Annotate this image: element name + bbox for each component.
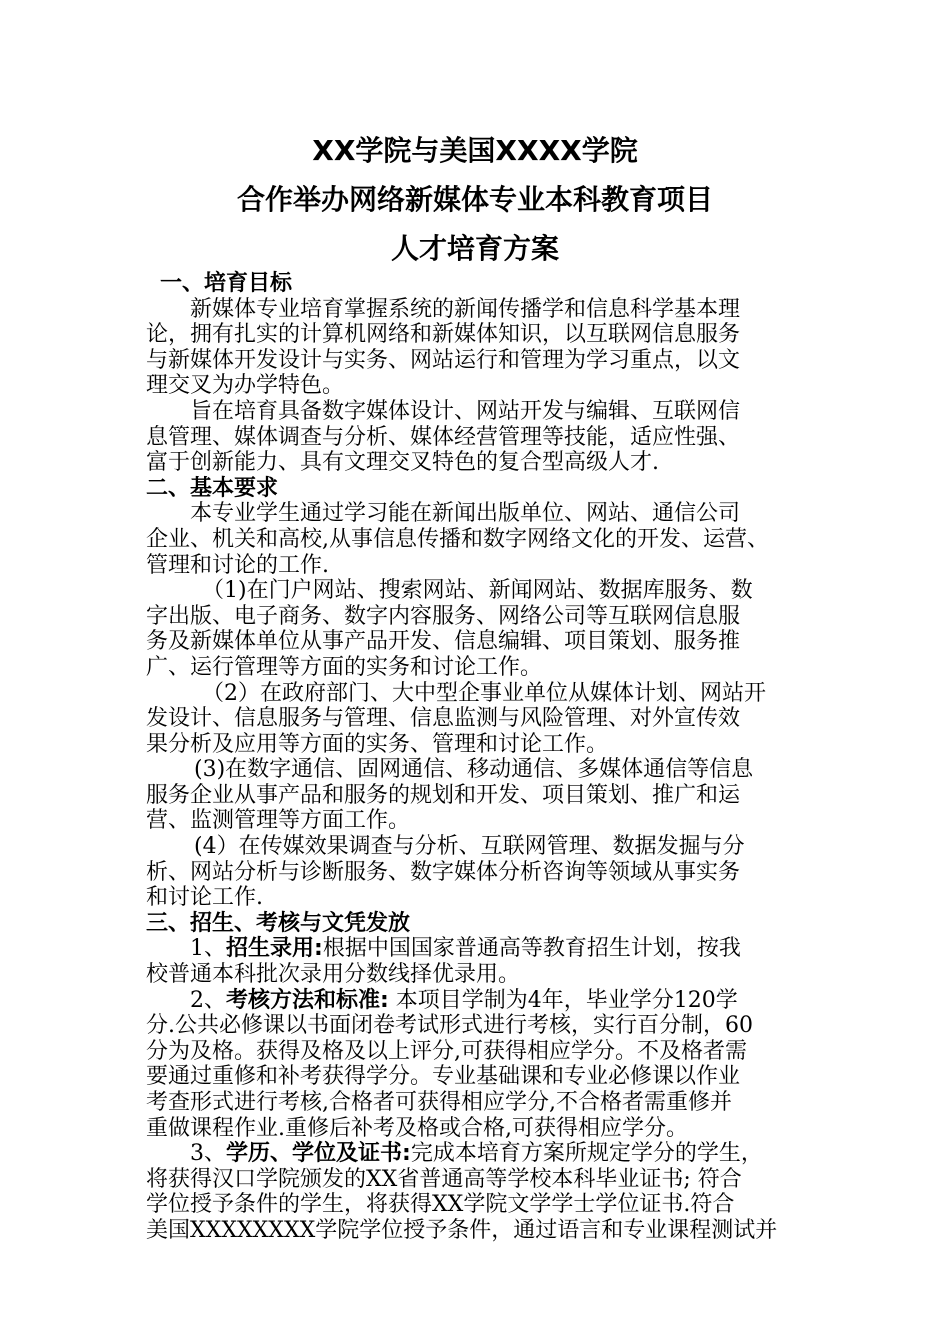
text-line: 将获得汉口学院颁发的XX省普通高等学校本科毕业证书; 符合 bbox=[146, 1166, 742, 1192]
text-line: 本专业学生通过学习能在新闻出版单位、网站、通信公司 bbox=[190, 501, 741, 527]
text-line: 要通过重修和补考获得学分。专业基础课和专业必修课以作业 bbox=[146, 1064, 741, 1090]
text-line: 美国XXXXXXXX学院学位授予条件，通过语言和专业课程测试并 bbox=[146, 1217, 778, 1243]
text-line: 考查形式进行考核,合格者可获得相应学分,不合格者需重修并 bbox=[146, 1090, 732, 1115]
text-line: 果分析及应用等方面的实务、管理和讨论工作。 bbox=[146, 731, 609, 757]
text-line: 务及新媒体单位从事产品开发、信息编辑、项目策划、服务推 bbox=[146, 629, 741, 655]
text-line: 旨在培育具备数字媒体设计、网站开发与编辑、互联网信 bbox=[190, 398, 741, 424]
text-line: 分为及格。获得及格及以上评分,可获得相应学分。不及格者需 bbox=[146, 1038, 747, 1064]
section-heading-training-goal: 一、培育目标 bbox=[160, 271, 293, 296]
requirement-item-4 bbox=[146, 834, 826, 911]
title-line-1: XX学院与美国XXXX学院 bbox=[312, 134, 638, 167]
admission-item-2 bbox=[146, 988, 826, 1142]
text-line: 分.公共必修课以书面闭卷考试形式进行考核，实行百分制，60 bbox=[146, 1013, 753, 1039]
item-number: 2、 bbox=[190, 987, 226, 1013]
item-text: 根据中国国家普通高等教育招生计划，按我 bbox=[322, 936, 741, 962]
text-line: 学位授予条件的学生，将获得XX学院文学学士学位证书.符合 bbox=[146, 1192, 735, 1218]
document-body bbox=[146, 271, 826, 1244]
text-line: 字出版、电子商务、数字内容服务、网络公司等互联网信息服 bbox=[146, 603, 741, 629]
text-line: 析、网站分析与诊断服务、数字媒体分析咨询等领域从事实务 bbox=[146, 859, 741, 885]
text-line: (4）在传媒效果调查与分析、互联网管理、数据发掘与分 bbox=[194, 834, 745, 860]
text-line: （1)在门户网站、搜索网站、新闻网站、数据库服务、数 bbox=[202, 578, 753, 604]
text-line: 营、监测管理等方面工作。 bbox=[146, 808, 411, 834]
text-line: 和讨论工作. bbox=[146, 885, 263, 911]
paragraph-goal-2 bbox=[146, 399, 826, 476]
item-text: 完成本培育方案所规定学分的学生， bbox=[410, 1141, 763, 1167]
text-line: 论，拥有扎实的计算机网络和新媒体知识，以互联网信息服务 bbox=[146, 322, 741, 348]
text-line: 发设计、信息服务与管理、信息监测与风险管理、对外宣传效 bbox=[146, 706, 741, 732]
text-line: 广、运行管理等方面的实务和讨论工作。 bbox=[146, 654, 543, 680]
item-number: 3、 bbox=[190, 1141, 226, 1167]
admission-item-3 bbox=[146, 1141, 826, 1243]
item-label: 招生录用: bbox=[226, 936, 323, 962]
text-line: 与新媒体开发设计与实务、网站运行和管理为学习重点，以文 bbox=[146, 347, 741, 373]
admission-item-1 bbox=[146, 936, 826, 987]
text-line: 富于创新能力、具有文理交叉特色的复合型高级人才. bbox=[146, 450, 659, 476]
text-line bbox=[146, 988, 826, 1014]
paragraph-requirements-intro bbox=[146, 501, 826, 578]
text-line: 服务企业从事产品和服务的规划和开发、项目策划、推广和运 bbox=[146, 782, 741, 808]
requirement-item-2 bbox=[146, 681, 826, 758]
item-label: 考核方法和标准: bbox=[226, 987, 389, 1013]
text-line: 新媒体专业培育掌握系统的新闻传播学和信息科学基本理 bbox=[190, 296, 741, 322]
title-line-2: 合作举办网络新媒体专业本科教育项目 bbox=[236, 183, 713, 216]
text-line: 企业、机关和高校,从事信息传播和数字网络文化的开发、运营、 bbox=[146, 526, 769, 552]
item-number: 1、 bbox=[190, 936, 226, 962]
text-line: （2）在政府部门、大中型企事业单位从媒体计划、网站开 bbox=[202, 680, 766, 706]
section-heading-admission-assessment: 三、招生、考核与文凭发放 bbox=[146, 910, 411, 936]
text-line: 息管理、媒体调查与分析、媒体经营管理等技能，适应性强、 bbox=[146, 424, 741, 450]
item-text: 本项目学制为4年，毕业学分120学 bbox=[388, 987, 738, 1013]
text-line: (3)在数字通信、固网通信、移动通信、多媒体通信等信息 bbox=[194, 757, 754, 783]
title-line-3: 人才培育方案 bbox=[390, 232, 559, 265]
requirement-item-1 bbox=[146, 578, 826, 680]
requirement-item-3 bbox=[146, 757, 826, 834]
item-label: 学历、学位及证书: bbox=[226, 1141, 411, 1167]
paragraph-goal-1 bbox=[146, 297, 826, 399]
section-heading-basic-requirements: 二、基本要求 bbox=[146, 475, 279, 501]
text-line: 重做课程作业.重修后补考及格或合格,可获得相应学分。 bbox=[146, 1115, 688, 1141]
text-line: 校普通本科批次录用分数线择优录用。 bbox=[146, 962, 521, 988]
text-line: 管理和讨论的工作. bbox=[146, 552, 329, 578]
text-line bbox=[146, 936, 826, 962]
text-line: 理交叉为办学特色。 bbox=[146, 373, 345, 399]
text-line bbox=[146, 1141, 826, 1167]
